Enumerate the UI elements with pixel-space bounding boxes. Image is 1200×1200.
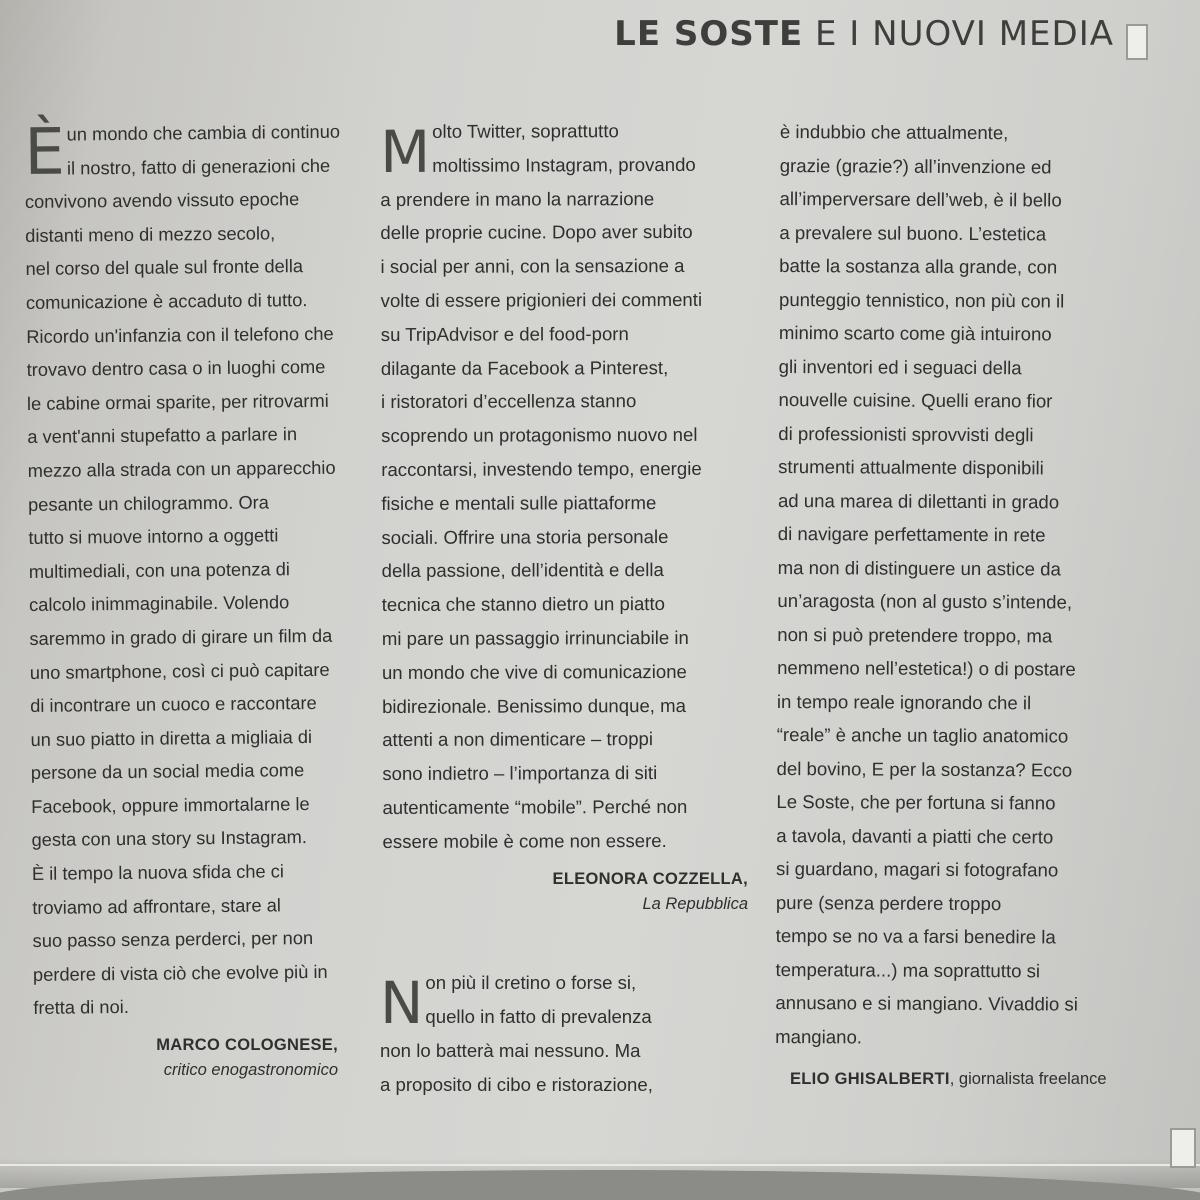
text-line: gli inventori ed i seguaci della bbox=[778, 355, 1022, 378]
author-name: ELIO GHISALBERTI bbox=[790, 1070, 950, 1088]
text-line: a vent'anni stupefatto a parlare in bbox=[27, 423, 298, 448]
text-line: trovavo dentro casa o in luoghi come bbox=[26, 356, 326, 381]
text-line: il nostro, fatto di generazioni che bbox=[66, 154, 331, 179]
text-line: autenticamente “mobile”. Perché non bbox=[382, 795, 688, 818]
author-name: MARCO COLOGNESE, bbox=[156, 1036, 338, 1054]
text-line: gesta con una story su Instagram. bbox=[31, 826, 308, 851]
text-line: su TripAdvisor e del food-porn bbox=[380, 322, 629, 345]
text-line: olto Twitter, soprattutto bbox=[432, 120, 619, 142]
author-name: ELEONORA COZZELLA, bbox=[552, 870, 748, 888]
text-line: uno smartphone, così ci può capitare bbox=[29, 658, 330, 683]
signature-elio-ghisalberti bbox=[790, 1070, 1107, 1089]
author-role: critico enogastronomico bbox=[163, 1061, 338, 1079]
text-line: grazie (grazie?) all’invenzione ed bbox=[779, 154, 1052, 177]
signature-eleonora-cozzella bbox=[553, 870, 748, 914]
text-line: mi pare un passaggio irrinunciabile in bbox=[381, 626, 689, 649]
text-line: mangiano. bbox=[775, 1025, 863, 1047]
text-line: troviamo ad affrontare, stare al bbox=[32, 894, 281, 918]
text-line: È il tempo la nuova sfida che ci bbox=[31, 860, 285, 885]
text-line: fisiche e mentali sulle piattaforme bbox=[381, 491, 657, 514]
text-line: suo passo senza perderci, per non bbox=[32, 927, 314, 952]
text-line: raccontarsi, investendo tempo, energie bbox=[381, 457, 702, 480]
text-line: fretta di noi. bbox=[33, 996, 129, 1019]
drop-cap: M bbox=[380, 117, 431, 186]
text-line: nemmeno nell’estetica!) o di postare bbox=[777, 656, 1076, 680]
drop-cap: È bbox=[23, 115, 66, 190]
text-line: temperatura...) ma soprattutto si bbox=[775, 958, 1041, 981]
text-line: convivono avendo vissuto epoche bbox=[24, 188, 300, 213]
text-line: è indubbio che attualmente, bbox=[779, 120, 1009, 144]
text-line: pure (senza perdere troppo bbox=[775, 891, 1002, 914]
text-line: persone da un social media come bbox=[30, 759, 305, 784]
page-bottom-rule bbox=[0, 1164, 1200, 1166]
text-line: di navigare perfettamente in rete bbox=[777, 522, 1046, 546]
text-line: ma non di distinguere un astice da bbox=[777, 556, 1061, 579]
text-line: batte la sostanza alla grande, con bbox=[779, 254, 1058, 278]
text-line: i ristoratori d’eccellenza stanno bbox=[380, 390, 637, 413]
text-line: Le Soste, che per fortuna si fanno bbox=[776, 790, 1056, 814]
text-line: di professionisti sprovvisti degli bbox=[778, 422, 1034, 445]
text-line: all’imperversare dell’web, è il bello bbox=[779, 187, 1062, 211]
text-line: mezzo alla strada con un apparecchio bbox=[27, 456, 336, 481]
text-line: pesante un chilogrammo. Ora bbox=[27, 490, 269, 515]
text-line: un mondo che vive di comunicazione bbox=[381, 660, 687, 683]
text-line: un mondo che cambia di continuo bbox=[66, 120, 341, 145]
text-line: perdere di vista ciò che evolve più in bbox=[32, 960, 328, 985]
text-line: tutto si muove intorno a oggetti bbox=[28, 524, 279, 549]
text-line: quello in fatto di prevalenza bbox=[425, 1006, 652, 1027]
text-line: sono indietro – l’importanza di siti bbox=[382, 762, 658, 785]
text-line: strumenti attualmente disponibili bbox=[778, 455, 1044, 479]
text-line: Facebook, oppure immortalarne le bbox=[31, 792, 310, 817]
author-role: , giornalista freelance bbox=[949, 1070, 1107, 1088]
text-line: in tempo reale ignorando che il bbox=[776, 690, 1032, 713]
column-elio-ghisalberti-start bbox=[380, 966, 750, 1102]
text-line: comunicazione è accaduto di tutto. bbox=[25, 289, 308, 313]
text-line: nel corso del quale sul fronte della bbox=[25, 255, 304, 280]
text-line: un’aragosta (non al gusto s’intende, bbox=[777, 589, 1073, 613]
text-line: distanti meno di mezzo secolo, bbox=[25, 222, 276, 246]
text-line: moltissimo Instagram, provando bbox=[432, 153, 696, 176]
column-eleonora-cozzella bbox=[380, 114, 753, 859]
header-tab-marker bbox=[1126, 24, 1148, 60]
text-line: nouvelle cuisine. Quelli erano fior bbox=[778, 388, 1053, 412]
text-line: “reale” è anche un taglio anatomico bbox=[776, 723, 1069, 747]
text-line: sociali. Offrire una storia personale bbox=[381, 525, 669, 548]
author-role: La Repubblica bbox=[642, 895, 748, 913]
text-line: essere mobile è come non essere. bbox=[382, 829, 667, 852]
text-line: tempo se no va a farsi benedire la bbox=[775, 924, 1056, 948]
text-line: a proposito di cibo e ristorazione, bbox=[380, 1074, 653, 1095]
text-line: bidirezionale. Benissimo dunque, ma bbox=[382, 694, 686, 717]
page-title-rest: E I NUOVI MEDIA bbox=[803, 14, 1114, 54]
text-line: volte di essere prigionieri dei commenti bbox=[380, 288, 703, 311]
text-line: del bovino, E per la sostanza? Ecco bbox=[776, 757, 1073, 781]
signature-marco-colognese bbox=[156, 1036, 338, 1080]
text-line: un suo piatto in diretta a migliaia di bbox=[30, 725, 313, 750]
text-line: multimediali, con una potenza di bbox=[28, 557, 291, 582]
text-line: annusano e si mangiano. Vivaddio si bbox=[775, 991, 1078, 1015]
text-line: a prevalere sul buono. L’estetica bbox=[779, 221, 1047, 244]
text-line: di incontrare un cuoco e raccontare bbox=[30, 692, 317, 717]
text-line: saremmo in grado di girare un film da bbox=[29, 624, 333, 649]
text-line: punteggio tennistico, non più con il bbox=[778, 288, 1065, 311]
text-line: on più il cretino o forse si, bbox=[425, 972, 637, 993]
text-line: i social per anni, con la sensazione a bbox=[380, 255, 685, 278]
text-line: non lo batterà mai nessuno. Ma bbox=[380, 1040, 641, 1061]
column-marco-colognese bbox=[24, 115, 353, 1025]
text-line: a prendere in mano la narrazione bbox=[380, 187, 655, 210]
page-title-bold: LE SOSTE bbox=[614, 14, 804, 54]
text-line: non si può pretendere troppo, ma bbox=[777, 623, 1053, 646]
side-tab-marker bbox=[1170, 1128, 1196, 1168]
text-line: attenti a non dimenticare – troppi bbox=[382, 728, 654, 751]
text-line: calcolo inimmaginabile. Volendo bbox=[28, 591, 290, 616]
text-line: dilagante da Facebook a Pinterest, bbox=[380, 356, 669, 379]
text-line: a tavola, davanti a piatti che certo bbox=[776, 824, 1054, 847]
text-line: tecnica che stanno dietro un piatto bbox=[381, 593, 665, 616]
text-line: si guardano, magari si fotografano bbox=[775, 857, 1059, 881]
text-line: della passione, dell’identità e della bbox=[381, 559, 664, 582]
drop-cap: N bbox=[380, 969, 424, 1037]
text-line: ad una marea di dilettanti in grado bbox=[777, 489, 1060, 512]
text-line: scoprendo un protagonismo nuovo nel bbox=[381, 424, 698, 447]
text-line: Ricordo un'infanzia con il telefono che bbox=[26, 322, 334, 347]
text-line: le cabine ormai sparite, per ritrovarmi bbox=[26, 389, 329, 414]
page-title bbox=[614, 14, 1114, 54]
column-elio-ghisalberti bbox=[775, 115, 1170, 1055]
text-line: minimo scarto come già intuirono bbox=[778, 321, 1052, 345]
text-line: delle proprie cucine. Dopo aver subito bbox=[380, 221, 693, 244]
